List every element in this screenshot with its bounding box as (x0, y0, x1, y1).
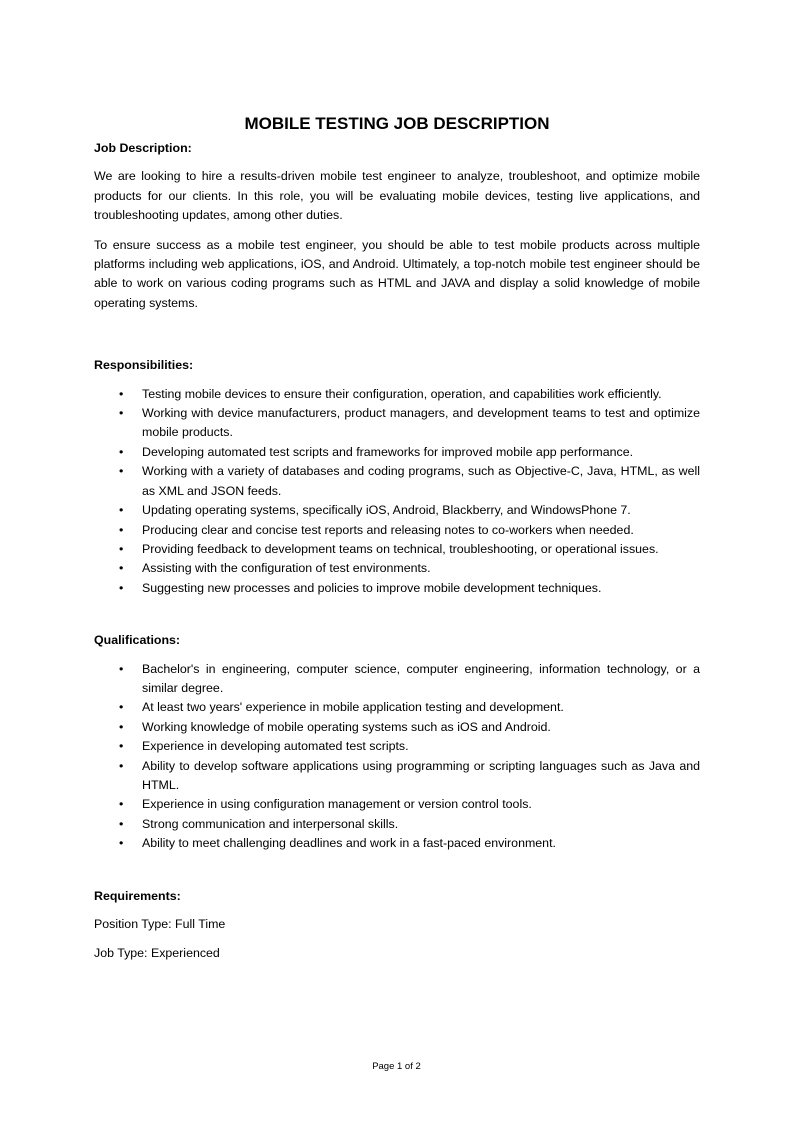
list-item-text: Working with a variety of databases and coding programs, such as Objective-C, Java, HTML, as well as XML and JSON feeds. (142, 464, 700, 498)
list-item-text: Providing feedback to development teams on technical, troubleshooting, or operational issues. (142, 541, 659, 556)
list-item (94, 404, 700, 443)
list-item-text: Developing automated test scripts and frameworks for improved mobile app performance. (142, 444, 634, 459)
list-item-text: Producing clear and concise test reports and releasing notes to co-workers when needed. (142, 522, 634, 537)
job-type-line: Job Type: Experienced (94, 946, 220, 961)
list-item (94, 757, 700, 796)
list-item (94, 718, 700, 737)
section-spacer (94, 854, 700, 887)
bullet-icon: • (119, 719, 124, 734)
bullet-icon: • (119, 700, 124, 715)
section-spacer (94, 598, 700, 631)
bullet-icon: • (119, 386, 124, 401)
list-item-text: Bachelor's in engineering, computer science, computer engineering, information technology, or a similar degree. (142, 661, 700, 695)
list-item-text: Strong communication and interpersonal skills. (142, 816, 399, 831)
bullet-icon: • (119, 503, 124, 518)
list-item-text: Updating operating systems, specifically iOS, Android, Blackberry, and WindowsPhone 7. (142, 503, 631, 518)
job-description-paragraph-2: To ensure success as a mobile test engineer, you should be able to test mobile products across multiple platforms including web applications, iOS, and Android. Ultimately, a top-notch mobile test engineer should be able to work on various coding programs such as HTML and JAVA and display a solid knowledge of mobile operating systems. (94, 237, 700, 310)
document-page (94, 112, 700, 974)
list-item (94, 385, 700, 404)
list-item (94, 737, 700, 756)
list-item-text: Ability to meet challenging deadlines and work in a fast-paced environment. (142, 836, 556, 851)
list-item (94, 579, 700, 598)
list-item (94, 501, 700, 520)
list-item (94, 834, 700, 853)
list-item (94, 443, 700, 462)
list-item-text: Working knowledge of mobile operating systems such as iOS and Android. (142, 719, 551, 734)
bullet-icon: • (119, 836, 124, 851)
qualifications-list (94, 660, 700, 854)
responsibilities-list (94, 385, 700, 598)
list-item-text: Testing mobile devices to ensure their configuration, operation, and capabilities work efficiently. (142, 386, 662, 401)
bullet-icon: • (119, 739, 124, 754)
document-title: MOBILE TESTING JOB DESCRIPTION (244, 114, 550, 133)
list-item (94, 540, 700, 559)
bullet-icon: • (119, 561, 124, 576)
page-number-footer: Page 1 of 2 (372, 1061, 421, 1072)
list-item-text: Working with device manufacturers, product managers, and development teams to test and optimize mobile products. (142, 406, 700, 440)
bullet-icon: • (119, 797, 124, 812)
responsibilities-heading: Responsibilities: (94, 358, 194, 373)
list-item-text: Assisting with the configuration of test environments. (142, 561, 431, 576)
section-spacer (94, 323, 700, 356)
bullet-icon: • (119, 816, 124, 831)
position-type-line: Position Type: Full Time (94, 917, 226, 931)
list-item (94, 660, 700, 699)
bullet-icon: • (119, 580, 124, 595)
bullet-icon: • (119, 444, 124, 459)
requirements-heading: Requirements: (94, 888, 181, 903)
job-description-paragraph-1: We are looking to hire a results-driven mobile test engineer to analyze, troubleshoot, and optimize mobile products for our clients. In this role, you will be evaluating mobile devices, testing live applications, and troubleshooting updates, among other duties. (94, 169, 700, 223)
list-item (94, 815, 700, 834)
qualifications-heading: Qualifications: (94, 633, 181, 648)
list-item (94, 795, 700, 814)
bullet-icon: • (119, 522, 124, 537)
job-description-heading: Job Description: (94, 141, 192, 155)
list-item (94, 559, 700, 578)
bullet-icon: • (119, 661, 124, 676)
list-item-text: Experience in using configuration management or version control tools. (142, 797, 532, 812)
bullet-icon: • (119, 541, 124, 556)
list-item-text: Ability to develop software applications using programming or scripting languages such as Java and HTML. (142, 758, 700, 792)
list-item-text: Experience in developing automated test scripts. (142, 739, 409, 754)
list-item-text: Suggesting new processes and policies to improve mobile development techniques. (142, 580, 602, 595)
list-item-text: At least two years' experience in mobile application testing and development. (142, 700, 564, 715)
list-item (94, 462, 700, 501)
bullet-icon: • (119, 758, 124, 773)
bullet-icon: • (119, 464, 124, 479)
bullet-icon: • (119, 406, 124, 421)
list-item (94, 521, 700, 540)
list-item (94, 698, 700, 717)
